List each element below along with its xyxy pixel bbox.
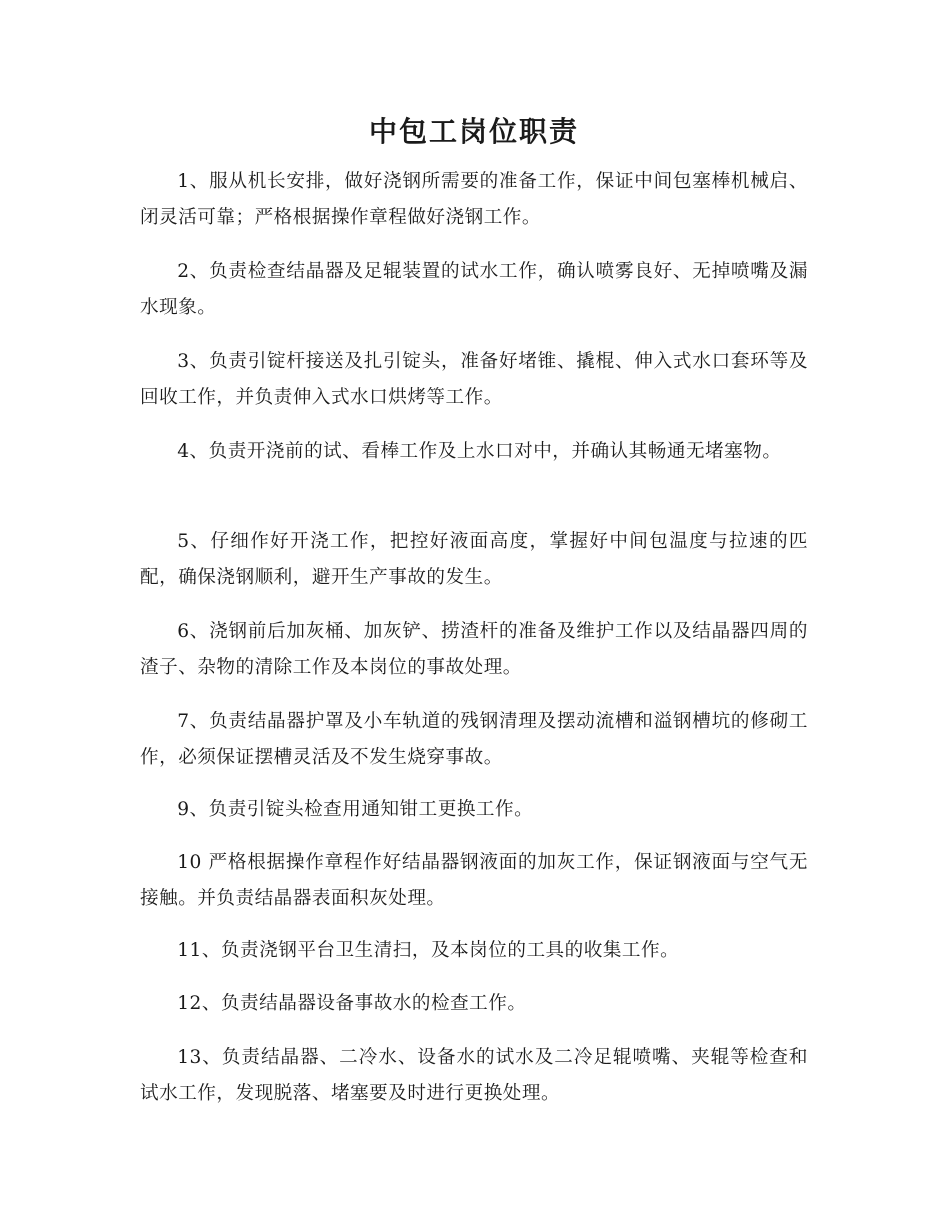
duty-paragraph-1: 1、服从机长安排，做好浇钢所需要的准备工作，保证中间包塞棒机械启、闭灵活可靠；严格根据操作章程做好浇钢工作。 bbox=[140, 171, 808, 228]
document-title: 中包工岗位职责 bbox=[368, 115, 579, 148]
duty-paragraph-12: 12、负责结晶器设备事故水的检查工作。 bbox=[177, 993, 527, 1014]
duty-paragraph-11: 11、负责浇钢平台卫生清扫，及本岗位的工具的收集工作。 bbox=[177, 940, 680, 961]
duty-paragraph-6: 6、浇钢前后加灰桶、加灰铲、捞渣杆的准备及维护工作以及结晶器四周的渣子、杂物的清除工作及本岗位的事故处理。 bbox=[140, 621, 808, 678]
duty-paragraph-3: 3、负责引锭杆接送及扎引锭头，准备好堵锥、撬棍、伸入式水口套环等及回收工作，并负责伸入式水口烘烤等工作。 bbox=[140, 351, 808, 408]
duty-paragraph-9: 9、负责引锭头检查用通知钳工更换工作。 bbox=[177, 799, 534, 820]
duty-paragraph-5: 5、仔细作好开浇工作，把控好液面高度，掌握好中间包温度与拉速的匹配，确保浇钢顺利，避开生产事故的发生。 bbox=[140, 531, 808, 588]
duty-paragraph-13: 13、负责结晶器、二冷水、设备水的试水及二冷足辊喷嘴、夹辊等检查和试水工作，发现脱落、堵塞要及时进行更换处理。 bbox=[140, 1047, 808, 1104]
duty-paragraph-10: 10 严格根据操作章程作好结晶器钢液面的加灰工作，保证钢液面与空气无接触。并负责结晶器表面积灰处理。 bbox=[140, 852, 808, 909]
duty-paragraph-2: 2、负责检查结晶器及足辊装置的试水工作，确认喷雾良好、无掉喷嘴及漏水现象。 bbox=[140, 261, 808, 318]
duty-paragraph-4: 4、负责开浇前的试、看棒工作及上水口对中，并确认其畅通无堵塞物。 bbox=[177, 441, 782, 462]
duty-paragraph-7: 7、负责结晶器护罩及小车轨道的残钢清理及摆动流槽和溢钢槽坑的修砌工作，必须保证摆槽灵活及不发生烧穿事故。 bbox=[140, 711, 808, 768]
document-page bbox=[140, 0, 808, 1230]
